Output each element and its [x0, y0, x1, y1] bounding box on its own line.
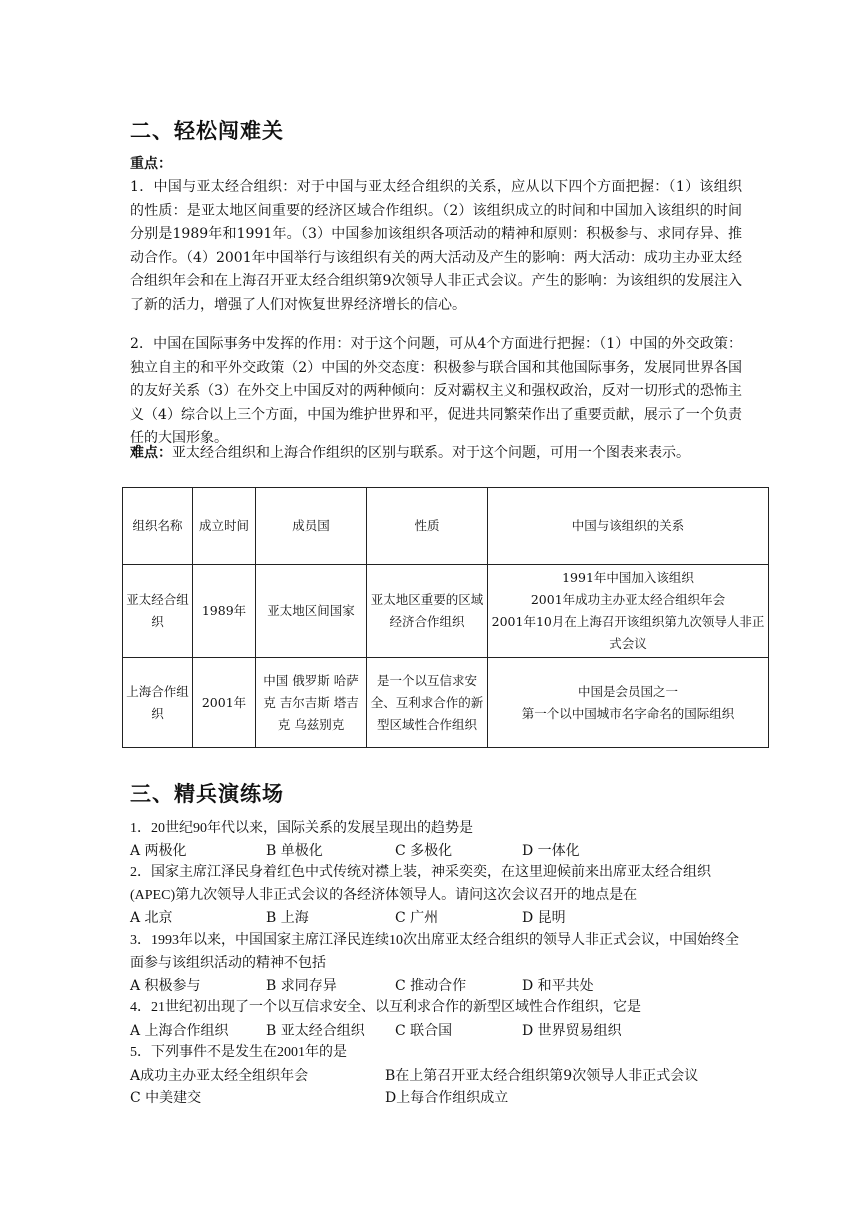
table-cell: 中国 俄罗斯 哈萨克 吉尔吉斯 塔吉克 乌兹别克 [256, 658, 367, 748]
difficult-text: 亚太经合组织和上海合作组织的区别与联系。对于这个问题，可用一个图表来表示。 [172, 445, 690, 461]
option: C 联合国 [395, 1023, 453, 1039]
option: C 多极化 [395, 843, 453, 859]
question-stem: 2．国家主席江泽民身着红色中式传统对襟上装，神采奕奕，在这里迎候前来出席亚太经合组织(APEC)第九次领导人非正式会议的各经济体领导人。请问这次会议召开的地点是在 [130, 865, 711, 903]
relation-line: 2001年成功主办亚太经合组织年会 [530, 592, 726, 607]
option: D上每合作组织成立 [385, 1090, 509, 1106]
option: A 积极参与 [130, 978, 201, 994]
difficult-label: 难点： [130, 445, 172, 461]
comparison-table [122, 487, 769, 748]
table-cell: 1989年 [193, 565, 256, 658]
table-cell: 是一个以互信求安全、互利求合作的新型区域性合作组织 [367, 658, 488, 748]
header-cell: 成立时间 [193, 488, 256, 565]
question-options [130, 840, 750, 862]
relation-line: 第一个以中国城市名字命名的国际组织 [521, 705, 735, 721]
key-points-label: 重点： [130, 156, 172, 172]
option: B 亚太经合组织 [266, 1023, 365, 1039]
option: C 中美建交 [130, 1090, 202, 1106]
question-options [130, 1087, 750, 1109]
relation-line: 1991年中国加入该组织 [562, 570, 694, 585]
table-cell [488, 565, 769, 658]
key-point-1: 1．中国与亚太经合组织：对于中国与亚太经合组织的关系，应从以下四个方面把握：（1）该组织的性质：是亚太地区间重要的经济区域合作组织。（2）该组织成立的时间和中国加入该组织的时间分别是1989年和1991年。（3）中国参加该组织各项活动的精神和原则：积极参与、求同存异、推动合作。（4）2001年中国举行与该组织有关的两大活动及产生的影响：两大活动：成功主办亚太经合组织年会和在上海召开亚太经合组织第9次领导人非正式会议。产生的影响：为该组织的发展注入了新的活力，增强了人们对恢复世界经济增长的信心。 [130, 179, 742, 313]
table-cell: 亚太地区重要的区域经济合作组织 [367, 565, 488, 658]
question-options [130, 1065, 750, 1087]
key-point-2: 2．中国在国际事务中发挥的作用：对于这个问题，可从4个方面进行把握：（1）中国的外交政策：独立自主的和平外交政策（2）中国的外交态度：积极参与联合国和其他国际事务，发展同世界各国的友好关系（3）在外交上中国反对的两种倾向：反对霸权主义和强权政治，反对一切形式的恐怖主义（4）综合以上三个方面，中国为维护世界和平，促进共同繁荣作出了重要贡献，展示了一个负责任的大国形象。 [130, 336, 742, 447]
difficult-point [130, 442, 742, 466]
relation-line: 2001年10月在上海召开该组织第九次领导人非正式会议 [491, 614, 765, 651]
option: D 一体化 [522, 843, 580, 859]
option: A 北京 [130, 910, 173, 926]
option: C 广州 [395, 910, 439, 926]
question-stem: 1．20世纪90年代以来，国际关系的发展呈现出的趋势是 [130, 821, 473, 836]
header-cell: 成员国 [256, 488, 367, 565]
option: B 求同存异 [266, 978, 337, 994]
option: B 单极化 [266, 843, 323, 859]
header-cell: 性质 [367, 488, 488, 565]
section-title: 二、轻松闯难关 [130, 119, 284, 143]
question-stem: 5．下列事件不是发生在2001年的是 [130, 1045, 347, 1060]
question-options [130, 975, 750, 997]
header-cell: 中国与该组织的关系 [488, 488, 769, 565]
table-row [123, 565, 769, 658]
option: B 上海 [266, 910, 309, 926]
option: D 世界贸易组织 [522, 1023, 622, 1039]
option: A成功主办亚太经全组织年会 [130, 1068, 309, 1084]
table-cell: 上海合作组织 [123, 658, 193, 748]
question-stem: 3．1993年以来，中国国家主席江泽民连续10次出席亚太经合组织的领导人非正式会议，中国始终全面参与该组织活动的精神不包括 [130, 933, 739, 971]
section-title: 三、精兵演练场 [130, 782, 284, 806]
table-cell: 亚太经合组织 [123, 565, 193, 658]
option: D 昆明 [522, 910, 566, 926]
table-cell: 2001年 [193, 658, 256, 748]
question-stem: 4．21世纪初出现了一个以互信求安全、以互利求合作的新型区域性合作组织，它是 [130, 1000, 641, 1015]
header-cell: 组织名称 [123, 488, 193, 565]
table-row [123, 658, 769, 748]
option: B在上第召开亚太经合组织第9次领导人非正式会议 [385, 1068, 699, 1084]
option: C 推动合作 [395, 978, 467, 994]
question-options [130, 907, 750, 929]
table-cell: 亚太地区间国家 [256, 565, 367, 658]
option: A 两极化 [130, 843, 187, 859]
question-options [130, 1020, 750, 1042]
option: A 上海合作组织 [130, 1023, 229, 1039]
option: D 和平共处 [522, 978, 594, 994]
relation-line: 中国是会员国之一 [577, 683, 678, 699]
table-header-row [123, 488, 769, 565]
table-cell [488, 658, 769, 748]
